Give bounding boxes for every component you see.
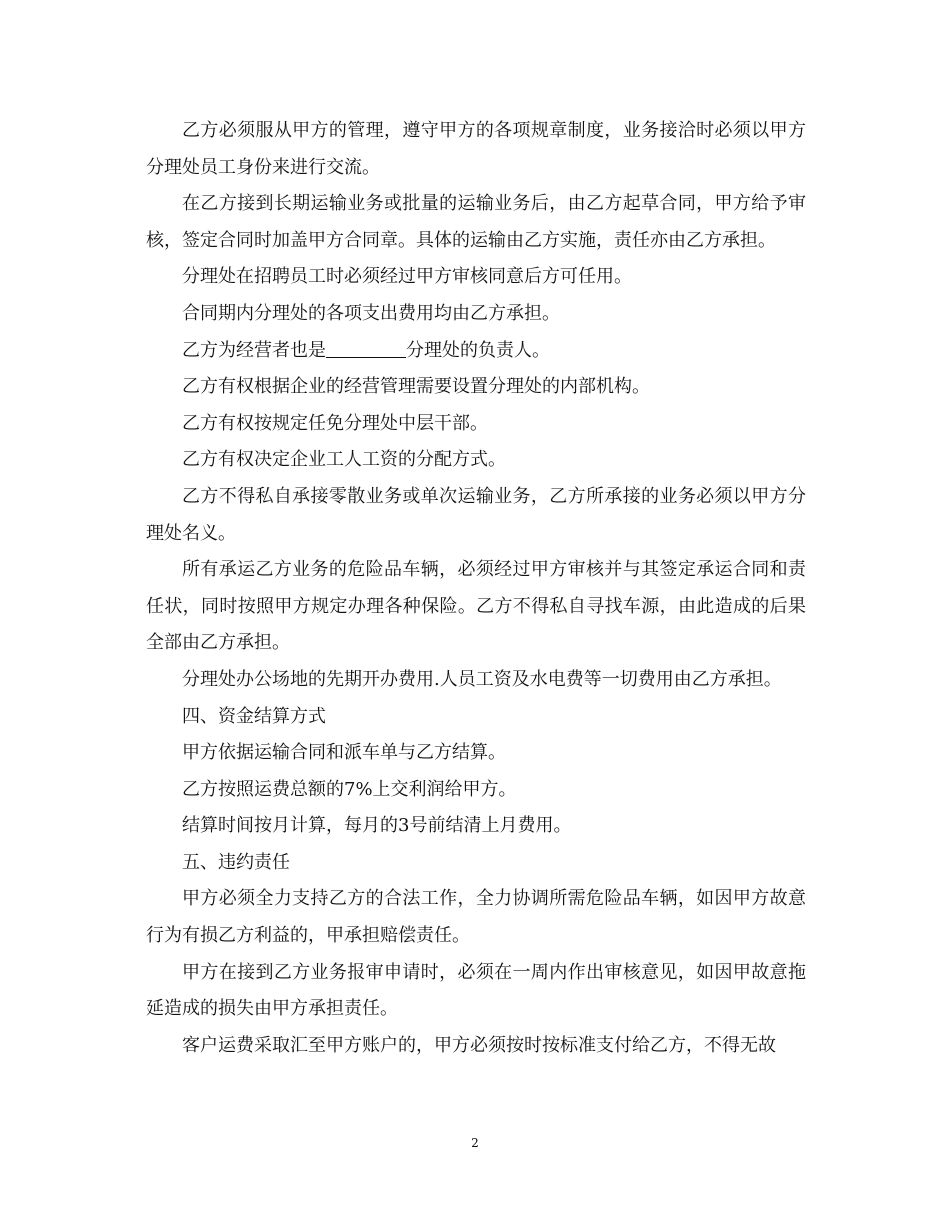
paragraph: 在乙方接到长期运输业务或批量的运输业务后，由乙方起草合同，甲方给予审核，签定合同时加盖甲方合同章。具体的运输由乙方实施，责任亦由乙方承担。 [146,193,806,251]
paragraph: 乙方有权根据企业的经营管理需要设置分理处的内部机构。 [182,376,650,398]
document-body [146,113,806,1064]
paragraph: 所有承运乙方业务的危险品车辆，必须经过甲方审核并与其签定承运合同和责任状，同时按照甲方规定办理各种保险。乙方不得私自寻找车源，由此造成的后果全部由乙方承担。 [146,559,806,654]
paragraph: 乙方有权按规定任免分理处中层干部。 [182,412,488,434]
paragraph: 分理处办公场地的先期开办费用.人员工资及水电费等一切费用由乙方承担。 [182,668,782,690]
manager-text-after: 分理处的负责人。 [406,339,550,361]
paragraph: 乙方不得私自承接零散业务或单次运输业务，乙方所承接的业务必须以甲方分理处名义。 [146,485,806,544]
section-heading: 四、资金结算方式 [182,705,326,727]
paragraph: 甲方在接到乙方业务报审申请时，必须在一周内作出审核意见，如因甲故意拖延造成的损失由甲方承担责任。 [146,961,806,1020]
paragraph: 乙方必须服从甲方的管理，遵守甲方的各项规章制度，业务接洽时必须以甲方分理处员工身份来进行交流。 [146,120,806,178]
paragraph: 甲方依据运输合同和派车单与乙方结算。 [182,742,506,764]
paragraph: 客户运费采取汇至甲方账户的，甲方必须按时按标准支付给乙方，不得无故 [182,1034,776,1056]
paragraph: 甲方必须全力支持乙方的合法工作，全力协调所需危险品车辆，如因甲方故意行为有损乙方利益的，甲承担赔偿责任。 [146,888,806,947]
manager-text-before: 乙方为经营者也是 [182,339,326,361]
page-number: 2 [471,1136,479,1150]
paragraph: 结算时间按月计算，每月的3号前结清上月费用。 [182,815,572,837]
paragraph: 乙方按照运费总额的7%上交利润给甲方。 [182,778,517,800]
fill-in-blank [326,339,406,358]
paragraph: 合同期内分理处的各项支出费用均由乙方承担。 [182,302,560,324]
paragraph: 乙方有权决定企业工人工资的分配方式。 [182,449,506,471]
paragraph-manager [146,333,806,370]
section-heading: 五、违约责任 [182,851,290,873]
paragraph: 分理处在招聘员工时必须经过甲方审核同意后方可任用。 [182,266,632,288]
